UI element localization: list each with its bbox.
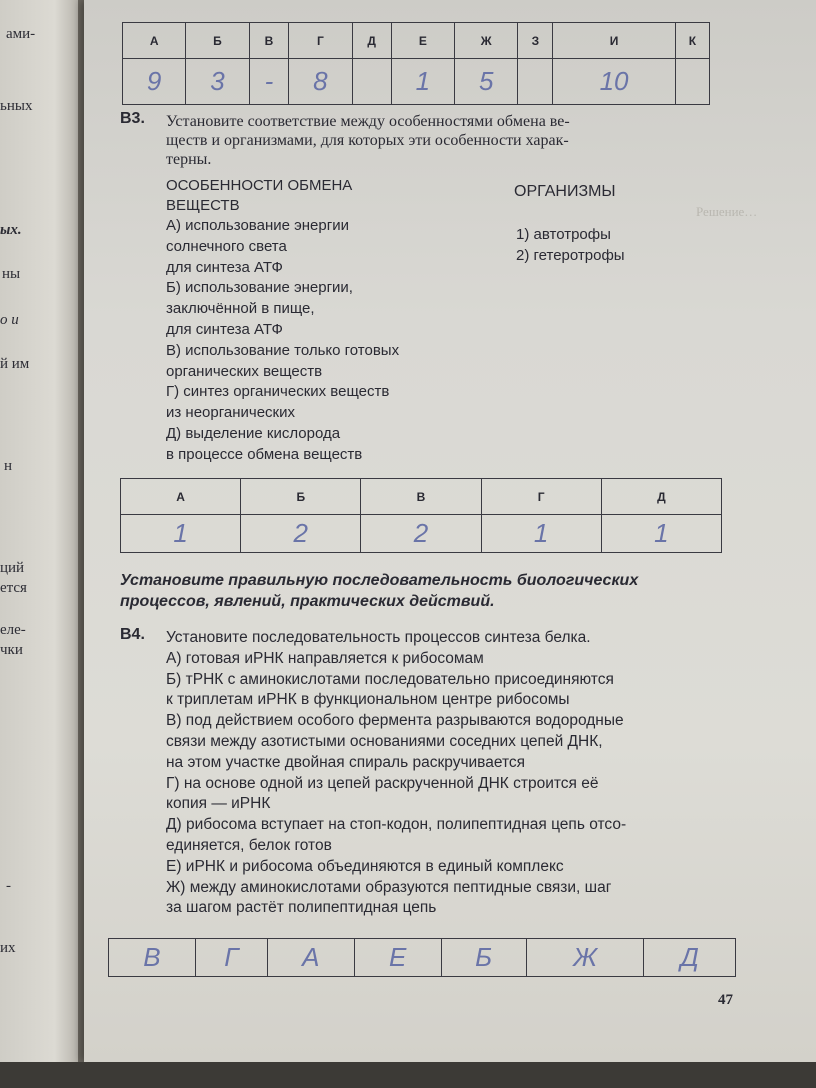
organisms-column-title: ОРГАНИЗМЫ: [514, 183, 616, 200]
table-header-cell: Г: [481, 479, 601, 515]
handwritten-answer: 5: [455, 59, 518, 105]
handwritten-answer: Д: [644, 939, 736, 977]
handwritten-answer: 2: [241, 515, 361, 553]
features-list: А) использование энергии солнечного света для синтеза АТФ Б) использование энергии, заключённой в пище, для синтеза АТФ В) использование только готовых органических веществ Г) синтез органических веществ из неорганических Д) выделение кислорода в процессе обмена веществ: [166, 217, 400, 463]
table-header-cell: Ж: [455, 23, 518, 59]
table-header-cell: В: [249, 23, 289, 59]
handwritten-answer: [352, 59, 391, 105]
list-item: Г) на основе одной из цепей раскрученной ДНК строится её: [166, 774, 599, 792]
left-fragment: н: [4, 458, 13, 474]
answer-table-b4: [108, 938, 736, 977]
handwritten-answer: 1: [391, 59, 454, 105]
list-item: Ж) между аминокислотами образуются пептидные связи, шаг: [166, 878, 612, 896]
table-header-cell: И: [553, 23, 676, 59]
handwritten-answer: -: [249, 59, 289, 105]
task-number-b3: В3.: [120, 110, 145, 127]
textbook-page: А Б В Г Д Е Ж З И К 9 3 - 8 1 5 10 В3. Установите соответствие между особенностями обмена ве- ществ и организмами, для которых эти особенности харак- терны. ОСОБЕННОСТИ ОБМЕНА ВЕЩЕСТВ ОРГАНИЗМЫ А) использование энергии солнечного света для синтеза АТФ Б) использование энергии, заключённой в пище, для синтеза АТФ В) использование только готовых органических веществ Г) синтез органических веществ из неорганических Д) выделение кислорода в процессе обмена веществ 1) автотрофы 2) гетеротрофы Решение… А Б В Г Д 1 2 2 1 1 Установите правильную последовательность биологических процессов, явлений, практических действий. В4. Установите последовательность процессов синтеза белка. А) готовая иРНК направляется к рибосомам Б) тРНК с аминокислотами последовательно присоединяются к триплетам иРНК в функциональном центре рибосомы В) под действием особого фермента разрываются водородные связи между азотистыми основаниями соседних цепей ДНК, на этом участке двойная спираль раскручивается Г) на основе одной из цепей раскрученной ДНК строится её копия — иРНК Д) рибосома вступает на стоп-кодон, полипептидная цепь отсо- единяется, белок готов Е) иРНК и рибосома объединяются в единый комплекс Ж) между аминокислотами образуются пептидные связи, шаг за шагом растёт полипептидная цепь В Г А Е Б Ж Д 47: [84, 0, 816, 1062]
left-fragment: ых.: [0, 222, 22, 238]
table-header-cell: Б: [241, 479, 361, 515]
table-header-cell: Д: [601, 479, 721, 515]
list-item: В) под действием особого фермента разрываются водородные: [166, 712, 624, 730]
handwritten-answer: 10: [553, 59, 676, 105]
left-fragment: ьных: [0, 98, 33, 114]
handwritten-answer: Г: [195, 939, 267, 977]
left-fragment: -: [6, 878, 11, 894]
task-b4-body: Установите последовательность процессов синтеза белка. А) готовая иРНК направляется к рибосомам Б) тРНК с аминокислотами последовательно присоединяются к триплетам иРНК в функциональном центре рибосомы В) под действием особого фермента разрываются водородные связи между азотистыми основаниями соседних цепей ДНК, на этом участке двойная спираль раскручивается Г) на основе одной из цепей раскрученной ДНК строится её копия — иРНК Д) рибосома вступает на стоп-кодон, полипептидная цепь отсо- единяется, белок готов Е) иРНК и рибосома объединяются в единый комплекс Ж) между аминокислотами образуются пептидные связи, шаг за шагом растёт полипептидная цепь: [166, 628, 728, 919]
left-fragment: ами-: [6, 26, 36, 42]
handwritten-answer: [675, 59, 709, 105]
left-fragment: чки: [0, 642, 23, 658]
organisms-list: 1) автотрофы 2) гетеротрофы: [516, 226, 625, 264]
table-header-cell: А: [121, 479, 241, 515]
table-header-cell: З: [518, 23, 553, 59]
answer-table-top: [122, 22, 710, 105]
table-header-cell: К: [675, 23, 709, 59]
handwritten-answer: 3: [186, 59, 249, 105]
handwritten-answer: 2: [361, 515, 481, 553]
handwritten-answer: Е: [354, 939, 441, 977]
task-number-b4: В4.: [120, 626, 145, 643]
handwritten-answer: В: [109, 939, 196, 977]
task-b3-intro: Установите соответствие между особенностями обмена ве- ществ и организмами, для которых эти особенности харак- терны.: [166, 113, 570, 168]
section-heading: Установите правильную последовательность биологических процессов, явлений, практических действий.: [120, 572, 639, 610]
left-fragment: ется: [0, 580, 27, 596]
page-number: 47: [718, 992, 733, 1008]
handwritten-answer: А: [267, 939, 354, 977]
left-fragment: о и: [0, 312, 19, 328]
left-facing-page: [0, 0, 78, 1088]
left-fragment: й им: [0, 356, 30, 372]
list-item: А) готовая иРНК направляется к рибосомам: [166, 649, 484, 667]
handwritten-answer: 8: [289, 59, 352, 105]
left-fragment: их: [0, 940, 16, 956]
handwritten-answer: 1: [481, 515, 601, 553]
left-fragment: ны: [2, 266, 21, 282]
handwritten-answer: 1: [601, 515, 721, 553]
handwritten-answer: [518, 59, 553, 105]
table-header-cell: Е: [391, 23, 454, 59]
table-header-cell: В: [361, 479, 481, 515]
list-item: Е) иРНК и рибосома объединяются в единый комплекс: [166, 857, 564, 875]
handwritten-answer: Б: [441, 939, 526, 977]
sequence-items: А) готовая иРНК направляется к рибосомам Б) тРНК с аминокислотами последовательно присоединяются к триплетам иРНК в функциональном центре рибосомы В) под действием особого фермента разрываются водородные связи между азотистыми основаниями соседних цепей ДНК, на этом участке двойная спираль раскручивается Г) на основе одной из цепей раскрученной ДНК строится её копия — иРНК Д) рибосома вступает на стоп-кодон, полипептидная цепь отсо- единяется, белок готов Е) иРНК и рибосома объединяются в единый комплекс Ж) между аминокислотами образуются пептидные связи, шаг за шагом растёт полипептидная цепь: [166, 649, 728, 919]
handwritten-answer: 1: [121, 515, 241, 553]
list-item: Б) тРНК с аминокислотами последовательно присоединяются: [166, 670, 614, 688]
answer-table-b3: [120, 478, 722, 553]
table-header-cell: Д: [352, 23, 391, 59]
left-fragment: ций: [0, 560, 25, 576]
table-header-cell: Б: [186, 23, 249, 59]
table-header-cell: Г: [289, 23, 352, 59]
handwritten-answer: Ж: [526, 939, 644, 977]
list-item: Д) рибосома вступает на стоп-кодон, полипептидная цепь отсо-: [166, 816, 627, 834]
desk-shadow: [0, 1062, 816, 1088]
left-fragment: еле-: [0, 622, 26, 638]
table-header-cell: А: [123, 23, 186, 59]
features-column-title: ОСОБЕННОСТИ ОБМЕНА ВЕЩЕСТВ: [166, 177, 353, 214]
handwritten-answer: 9: [123, 59, 186, 105]
